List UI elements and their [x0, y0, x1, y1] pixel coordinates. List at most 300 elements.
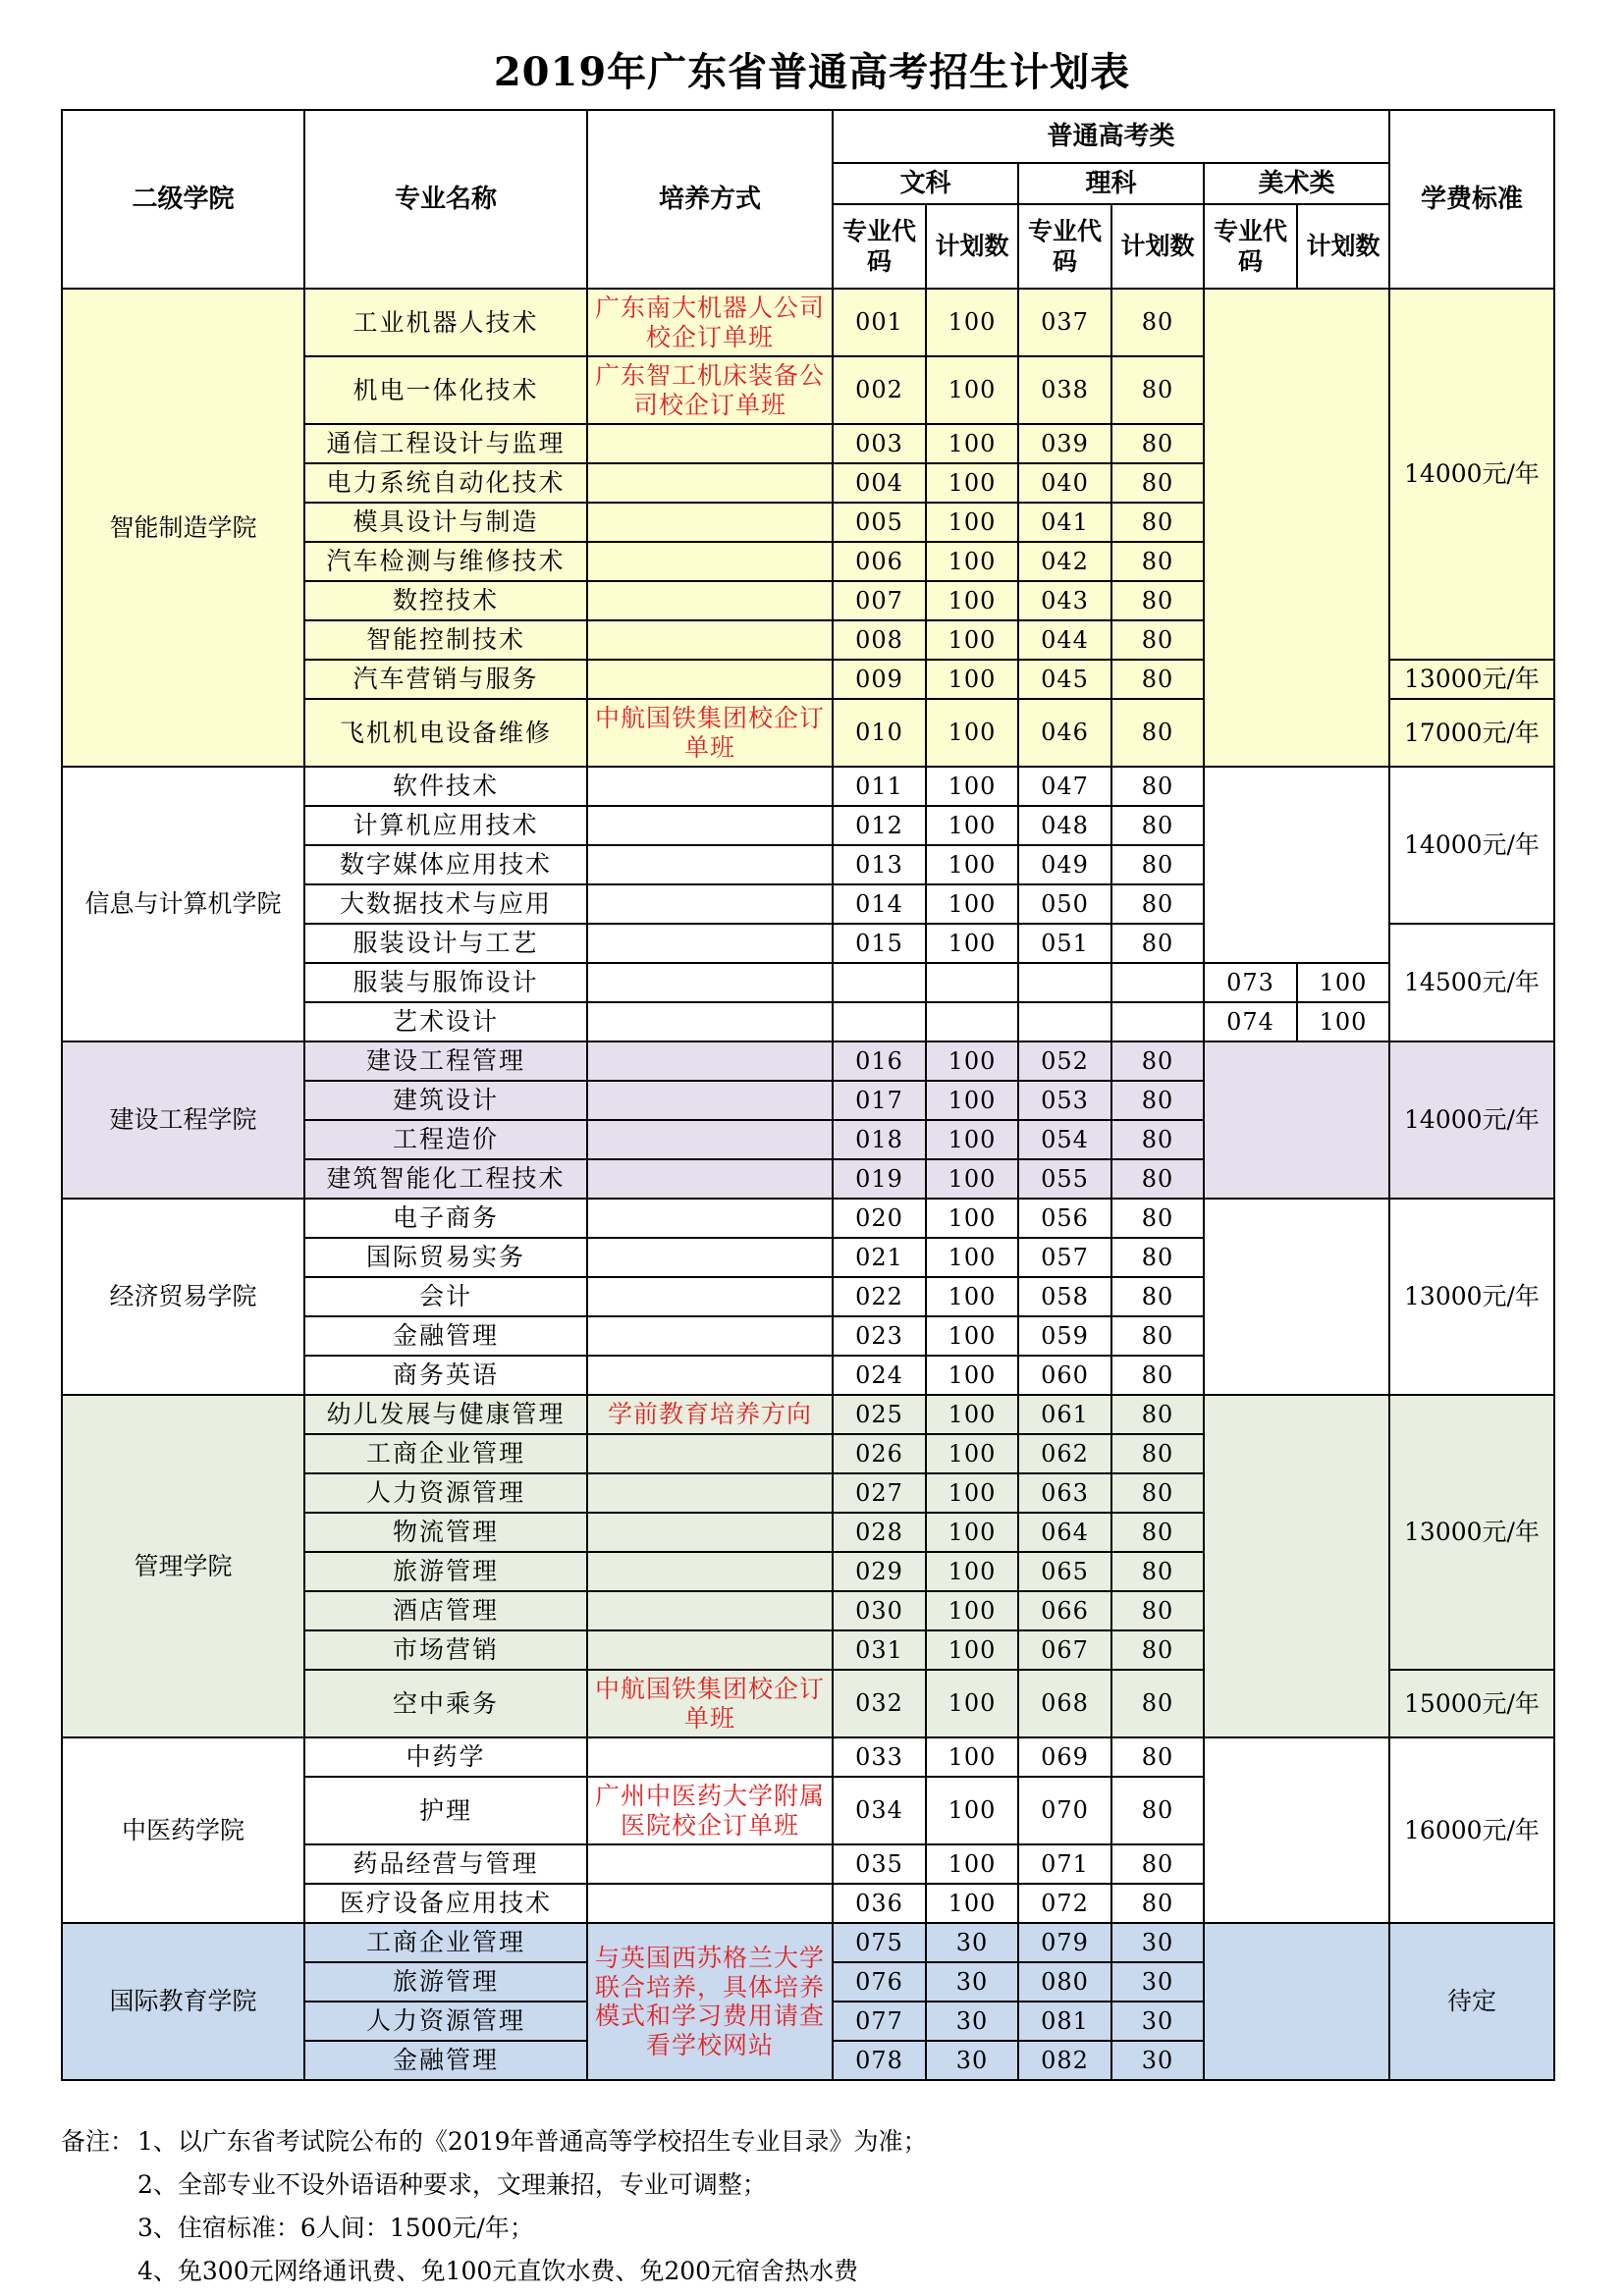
- tuition-value: 17000元/年: [1389, 699, 1554, 767]
- liberal-arts-code: 012: [833, 806, 926, 845]
- liberal-arts-code: 015: [833, 924, 926, 963]
- training-mode: 学前教育培养方向: [587, 1395, 833, 1434]
- training-mode: [587, 542, 833, 581]
- major-name: 软件技术: [304, 767, 587, 806]
- liberal-arts-plan: 100: [926, 1120, 1018, 1159]
- tuition-value: 13000元/年: [1389, 660, 1554, 699]
- major-name: 物流管理: [304, 1513, 587, 1552]
- science-code: 054: [1018, 1120, 1111, 1159]
- major-name: 大数据技术与应用: [304, 884, 587, 924]
- liberal-arts-plan: 100: [926, 542, 1018, 581]
- science-code: 045: [1018, 660, 1111, 699]
- training-mode: [587, 767, 833, 806]
- training-mode: [587, 1844, 833, 1884]
- liberal-arts-code: 011: [833, 767, 926, 806]
- header-tuition: 学费标准: [1389, 110, 1554, 289]
- header-plan: 计划数: [926, 204, 1018, 289]
- liberal-arts-plan: 100: [926, 806, 1018, 845]
- science-code: 052: [1018, 1041, 1111, 1081]
- tuition-value: 15000元/年: [1389, 1670, 1554, 1737]
- liberal-arts-code: 030: [833, 1591, 926, 1630]
- header-major: 专业名称: [304, 110, 587, 289]
- tuition-value: 14500元/年: [1389, 924, 1554, 1041]
- science-plan: 80: [1111, 1552, 1204, 1591]
- science-code: 066: [1018, 1591, 1111, 1630]
- major-name: 人力资源管理: [304, 1473, 587, 1513]
- science-plan: 80: [1111, 1777, 1204, 1844]
- major-name: 酒店管理: [304, 1591, 587, 1630]
- major-name: 电力系统自动化技术: [304, 463, 587, 503]
- science-code: 043: [1018, 581, 1111, 620]
- science-plan: 80: [1111, 845, 1204, 884]
- liberal-arts-code: 021: [833, 1238, 926, 1277]
- science-code: 040: [1018, 463, 1111, 503]
- art-blank: [1204, 1199, 1389, 1395]
- science-code: [1018, 963, 1111, 1002]
- science-plan: 80: [1111, 1670, 1204, 1737]
- liberal-arts-code: 016: [833, 1041, 926, 1081]
- header-category: 普通高考类: [833, 110, 1389, 163]
- liberal-arts-code: 010: [833, 699, 926, 767]
- note-item: 2、全部专业不设外语语种要求，文理兼招，专业可调整；: [137, 2170, 767, 2199]
- tuition-value: 13000元/年: [1389, 1395, 1554, 1670]
- training-mode: [587, 963, 833, 1002]
- science-code: 037: [1018, 289, 1111, 356]
- liberal-arts-code: 020: [833, 1199, 926, 1238]
- science-plan: 80: [1111, 1159, 1204, 1199]
- major-name: 数字媒体应用技术: [304, 845, 587, 884]
- note-item: 3、住宿标准：6人间：1500元/年；: [137, 2214, 534, 2242]
- science-plan: 80: [1111, 924, 1204, 963]
- science-plan: 80: [1111, 1081, 1204, 1120]
- science-code: 063: [1018, 1473, 1111, 1513]
- college-name: 智能制造学院: [62, 289, 304, 767]
- liberal-arts-plan: 100: [926, 1844, 1018, 1884]
- liberal-arts-plan: 100: [926, 1159, 1018, 1199]
- liberal-arts-plan: 100: [926, 503, 1018, 542]
- liberal-arts-code: 014: [833, 884, 926, 924]
- liberal-arts-code: 029: [833, 1552, 926, 1591]
- note-line: [61, 2163, 1593, 2207]
- liberal-arts-plan: 100: [926, 1884, 1018, 1923]
- liberal-arts-code: [833, 963, 926, 1002]
- liberal-arts-code: 028: [833, 1513, 926, 1552]
- art-blank: [1204, 767, 1389, 963]
- header-plan: 计划数: [1111, 204, 1204, 289]
- major-name: 工商企业管理: [304, 1434, 587, 1473]
- liberal-arts-code: 009: [833, 660, 926, 699]
- major-name: 金融管理: [304, 2041, 587, 2080]
- major-name: 工业机器人技术: [304, 289, 587, 356]
- training-mode: [587, 1277, 833, 1316]
- science-code: 061: [1018, 1395, 1111, 1434]
- major-name: 数控技术: [304, 581, 587, 620]
- science-plan: 30: [1111, 2002, 1204, 2041]
- science-code: 053: [1018, 1081, 1111, 1120]
- header-art: 美术类: [1204, 163, 1389, 204]
- major-name: 服装设计与工艺: [304, 924, 587, 963]
- science-plan: 80: [1111, 1737, 1204, 1777]
- science-code: 081: [1018, 2002, 1111, 2041]
- header-code: 专业代码: [833, 204, 926, 289]
- liberal-arts-code: 002: [833, 356, 926, 424]
- science-code: 062: [1018, 1434, 1111, 1473]
- science-plan: 80: [1111, 1041, 1204, 1081]
- training-mode: [587, 463, 833, 503]
- science-plan: 80: [1111, 620, 1204, 660]
- science-plan: 30: [1111, 1923, 1204, 1962]
- major-name: 艺术设计: [304, 1002, 587, 1041]
- training-mode: [587, 1238, 833, 1277]
- science-plan: 80: [1111, 1238, 1204, 1277]
- training-mode: 广东智工机床装备公司校企订单班: [587, 356, 833, 424]
- table-row: [62, 767, 1554, 806]
- training-mode: [587, 806, 833, 845]
- science-code: 069: [1018, 1737, 1111, 1777]
- science-plan: 80: [1111, 542, 1204, 581]
- note-item: 1、以广东省考试院公布的《2019年普通高等学校招生专业目录》为准；: [137, 2127, 928, 2156]
- major-name: 建筑设计: [304, 1081, 587, 1120]
- liberal-arts-plan: 30: [926, 2002, 1018, 2041]
- science-code: 047: [1018, 767, 1111, 806]
- liberal-arts-code: 077: [833, 2002, 926, 2041]
- liberal-arts-code: 033: [833, 1737, 926, 1777]
- tuition-value: 16000元/年: [1389, 1737, 1554, 1923]
- liberal-arts-plan: 100: [926, 1737, 1018, 1777]
- liberal-arts-plan: 30: [926, 2041, 1018, 2080]
- science-code: 050: [1018, 884, 1111, 924]
- major-name: 金融管理: [304, 1316, 587, 1356]
- tuition-value: 14000元/年: [1389, 1041, 1554, 1199]
- liberal-arts-plan: 100: [926, 1199, 1018, 1238]
- science-plan: 80: [1111, 1884, 1204, 1923]
- science-plan: 80: [1111, 1513, 1204, 1552]
- college-name: 管理学院: [62, 1395, 304, 1737]
- science-code: 038: [1018, 356, 1111, 424]
- training-mode: [587, 845, 833, 884]
- liberal-arts-code: 004: [833, 463, 926, 503]
- plan-table-body: [62, 289, 1554, 2080]
- science-plan: 80: [1111, 1473, 1204, 1513]
- major-name: 建筑智能化工程技术: [304, 1159, 587, 1199]
- table-row: [62, 1395, 1554, 1434]
- liberal-arts-code: 027: [833, 1473, 926, 1513]
- training-mode: 广州中医药大学附属医院校企订单班: [587, 1777, 833, 1844]
- major-name: 计算机应用技术: [304, 806, 587, 845]
- science-code: 068: [1018, 1670, 1111, 1737]
- college-name: 信息与计算机学院: [62, 767, 304, 1041]
- science-code: 064: [1018, 1513, 1111, 1552]
- training-mode: 广东南大机器人公司校企订单班: [587, 289, 833, 356]
- liberal-arts-plan: [926, 963, 1018, 1002]
- liberal-arts-plan: 100: [926, 581, 1018, 620]
- major-name: 商务英语: [304, 1356, 587, 1395]
- training-mode: [587, 581, 833, 620]
- liberal-arts-code: 003: [833, 424, 926, 463]
- science-code: 039: [1018, 424, 1111, 463]
- science-code: 059: [1018, 1316, 1111, 1356]
- science-plan: 80: [1111, 463, 1204, 503]
- liberal-arts-code: 025: [833, 1395, 926, 1434]
- training-mode: [587, 1434, 833, 1473]
- science-plan: 80: [1111, 1356, 1204, 1395]
- enrollment-plan-table: [61, 109, 1555, 2081]
- liberal-arts-plan: 100: [926, 884, 1018, 924]
- liberal-arts-plan: 100: [926, 1434, 1018, 1473]
- liberal-arts-plan: 100: [926, 1670, 1018, 1737]
- liberal-arts-code: 031: [833, 1630, 926, 1670]
- liberal-arts-code: 035: [833, 1844, 926, 1884]
- liberal-arts-plan: 100: [926, 1777, 1018, 1844]
- liberal-arts-plan: 100: [926, 1395, 1018, 1434]
- liberal-arts-plan: 100: [926, 289, 1018, 356]
- note-item: 4、免300元网络通讯费、免100元直饮水费、免200元宿舍热水费: [137, 2257, 859, 2285]
- training-mode: [587, 620, 833, 660]
- header-liberal-arts: 文科: [833, 163, 1018, 204]
- science-code: 057: [1018, 1238, 1111, 1277]
- science-plan: [1111, 1002, 1204, 1041]
- note-line: [61, 2250, 1593, 2293]
- major-name: 工程造价: [304, 1120, 587, 1159]
- training-mode: [587, 924, 833, 963]
- header-code: 专业代码: [1204, 204, 1297, 289]
- major-name: 飞机机电设备维修: [304, 699, 587, 767]
- tuition-value: 13000元/年: [1389, 1199, 1554, 1395]
- art-code: 074: [1204, 1002, 1297, 1041]
- liberal-arts-code: 001: [833, 289, 926, 356]
- liberal-arts-plan: 100: [926, 1356, 1018, 1395]
- liberal-arts-code: 006: [833, 542, 926, 581]
- science-plan: 80: [1111, 1844, 1204, 1884]
- training-mode: [587, 1199, 833, 1238]
- tuition-value: 14000元/年: [1389, 289, 1554, 660]
- table-row: [62, 1041, 1554, 1081]
- header-plan: 计划数: [1297, 204, 1389, 289]
- liberal-arts-plan: 100: [926, 1316, 1018, 1356]
- liberal-arts-code: 024: [833, 1356, 926, 1395]
- science-plan: 80: [1111, 660, 1204, 699]
- science-plan: 80: [1111, 806, 1204, 845]
- science-plan: 30: [1111, 1962, 1204, 2002]
- liberal-arts-plan: 100: [926, 1513, 1018, 1552]
- liberal-arts-code: 017: [833, 1081, 926, 1120]
- tuition-value: 待定: [1389, 1923, 1554, 2080]
- liberal-arts-plan: 100: [926, 699, 1018, 767]
- training-mode: [587, 884, 833, 924]
- science-code: 072: [1018, 1884, 1111, 1923]
- science-plan: 80: [1111, 1434, 1204, 1473]
- training-mode: [587, 1316, 833, 1356]
- major-name: 市场营销: [304, 1630, 587, 1670]
- training-mode: [587, 1041, 833, 1081]
- liberal-arts-plan: 100: [926, 424, 1018, 463]
- liberal-arts-plan: [926, 1002, 1018, 1041]
- liberal-arts-plan: 100: [926, 1238, 1018, 1277]
- training-mode: 中航国铁集团校企订单班: [587, 699, 833, 767]
- art-blank: [1204, 1923, 1389, 2080]
- major-name: 旅游管理: [304, 1962, 587, 2002]
- major-name: 中药学: [304, 1737, 587, 1777]
- liberal-arts-code: [833, 1002, 926, 1041]
- science-code: 060: [1018, 1356, 1111, 1395]
- liberal-arts-plan: 100: [926, 1277, 1018, 1316]
- science-plan: 80: [1111, 581, 1204, 620]
- liberal-arts-code: 019: [833, 1159, 926, 1199]
- college-name: 建设工程学院: [62, 1041, 304, 1199]
- liberal-arts-code: 013: [833, 845, 926, 884]
- major-name: 国际贸易实务: [304, 1238, 587, 1277]
- science-plan: 80: [1111, 1591, 1204, 1630]
- training-mode: [587, 503, 833, 542]
- liberal-arts-plan: 100: [926, 924, 1018, 963]
- science-code: 071: [1018, 1844, 1111, 1884]
- major-name: 人力资源管理: [304, 2002, 587, 2041]
- training-mode: [587, 1120, 833, 1159]
- major-name: 智能控制技术: [304, 620, 587, 660]
- major-name: 空中乘务: [304, 1670, 587, 1737]
- liberal-arts-plan: 100: [926, 463, 1018, 503]
- science-plan: 80: [1111, 1277, 1204, 1316]
- training-mode: [587, 1737, 833, 1777]
- major-name: 旅游管理: [304, 1552, 587, 1591]
- training-mode: [587, 1630, 833, 1670]
- science-code: 051: [1018, 924, 1111, 963]
- art-blank: [1204, 289, 1389, 767]
- liberal-arts-plan: 100: [926, 767, 1018, 806]
- note-line: [61, 2207, 1593, 2250]
- art-plan: 100: [1297, 963, 1389, 1002]
- science-code: 065: [1018, 1552, 1111, 1591]
- training-mode: [587, 1473, 833, 1513]
- liberal-arts-plan: 30: [926, 1923, 1018, 1962]
- major-name: 护理: [304, 1777, 587, 1844]
- liberal-arts-code: 008: [833, 620, 926, 660]
- major-name: 汽车营销与服务: [304, 660, 587, 699]
- liberal-arts-code: 075: [833, 1923, 926, 1962]
- major-name: 机电一体化技术: [304, 356, 587, 424]
- science-code: 058: [1018, 1277, 1111, 1316]
- note-line: [61, 2120, 1593, 2163]
- table-row: [62, 1737, 1554, 1777]
- science-plan: 80: [1111, 1630, 1204, 1670]
- science-code: 042: [1018, 542, 1111, 581]
- training-mode: [587, 1356, 833, 1395]
- science-plan: 80: [1111, 356, 1204, 424]
- liberal-arts-plan: 100: [926, 1041, 1018, 1081]
- training-mode: [587, 660, 833, 699]
- header-code: 专业代码: [1018, 204, 1111, 289]
- science-code: 056: [1018, 1199, 1111, 1238]
- notes-label: 备注：: [61, 2127, 135, 2156]
- training-mode: [587, 1884, 833, 1923]
- science-plan: 80: [1111, 1316, 1204, 1356]
- liberal-arts-code: 078: [833, 2041, 926, 2080]
- major-name: 汽车检测与维修技术: [304, 542, 587, 581]
- table-row: [62, 1199, 1554, 1238]
- college-name: 国际教育学院: [62, 1923, 304, 2080]
- college-name: 经济贸易学院: [62, 1199, 304, 1395]
- training-mode: 与英国西苏格兰大学联合培养，具体培养模式和学习费用请查看学校网站: [587, 1923, 833, 2080]
- major-name: 医疗设备应用技术: [304, 1884, 587, 1923]
- major-name: 工商企业管理: [304, 1923, 587, 1962]
- liberal-arts-plan: 100: [926, 1473, 1018, 1513]
- major-name: 服装与服饰设计: [304, 963, 587, 1002]
- training-mode: [587, 1513, 833, 1552]
- training-mode: [587, 1591, 833, 1630]
- art-plan: 100: [1297, 1002, 1389, 1041]
- major-name: 药品经营与管理: [304, 1844, 587, 1884]
- liberal-arts-code: 034: [833, 1777, 926, 1844]
- major-name: 会计: [304, 1277, 587, 1316]
- training-mode: [587, 424, 833, 463]
- science-plan: 30: [1111, 2041, 1204, 2080]
- science-code: 070: [1018, 1777, 1111, 1844]
- liberal-arts-code: 036: [833, 1884, 926, 1923]
- liberal-arts-plan: 100: [926, 620, 1018, 660]
- science-plan: 80: [1111, 884, 1204, 924]
- science-code: 046: [1018, 699, 1111, 767]
- science-plan: 80: [1111, 289, 1204, 356]
- table-row: [62, 1923, 1554, 1962]
- science-code: 080: [1018, 1962, 1111, 2002]
- science-code: 048: [1018, 806, 1111, 845]
- header-science: 理科: [1018, 163, 1204, 204]
- liberal-arts-code: 018: [833, 1120, 926, 1159]
- training-mode: [587, 1552, 833, 1591]
- training-mode: [587, 1002, 833, 1041]
- major-name: 模具设计与制造: [304, 503, 587, 542]
- header-training: 培养方式: [587, 110, 833, 289]
- art-code: 073: [1204, 963, 1297, 1002]
- science-plan: 80: [1111, 424, 1204, 463]
- liberal-arts-plan: 100: [926, 845, 1018, 884]
- science-code: 079: [1018, 1923, 1111, 1962]
- liberal-arts-plan: 100: [926, 1630, 1018, 1670]
- science-plan: [1111, 963, 1204, 1002]
- liberal-arts-code: 022: [833, 1277, 926, 1316]
- art-blank: [1204, 1737, 1389, 1923]
- liberal-arts-code: 005: [833, 503, 926, 542]
- header-college: 二级学院: [62, 110, 304, 289]
- major-name: 通信工程设计与监理: [304, 424, 587, 463]
- science-plan: 80: [1111, 767, 1204, 806]
- training-mode: [587, 1081, 833, 1120]
- liberal-arts-code: 032: [833, 1670, 926, 1737]
- college-name: 中医药学院: [62, 1737, 304, 1923]
- science-plan: 80: [1111, 1395, 1204, 1434]
- major-name: 建设工程管理: [304, 1041, 587, 1081]
- art-blank: [1204, 1395, 1389, 1737]
- liberal-arts-plan: 100: [926, 1591, 1018, 1630]
- liberal-arts-plan: 30: [926, 1962, 1018, 2002]
- art-blank: [1204, 1041, 1389, 1199]
- science-code: 055: [1018, 1159, 1111, 1199]
- science-code: 041: [1018, 503, 1111, 542]
- tuition-value: 14000元/年: [1389, 767, 1554, 924]
- liberal-arts-plan: 100: [926, 1552, 1018, 1591]
- science-code: [1018, 1002, 1111, 1041]
- table-row: [62, 289, 1554, 356]
- training-mode: [587, 1159, 833, 1199]
- liberal-arts-code: 076: [833, 1962, 926, 2002]
- science-code: 049: [1018, 845, 1111, 884]
- liberal-arts-plan: 100: [926, 356, 1018, 424]
- liberal-arts-plan: 100: [926, 1081, 1018, 1120]
- page-title: 2019年广东省普通高考招生计划表: [493, 49, 1131, 95]
- major-name: 幼儿发展与健康管理: [304, 1395, 587, 1434]
- science-code: 067: [1018, 1630, 1111, 1670]
- notes: [61, 2120, 1593, 2293]
